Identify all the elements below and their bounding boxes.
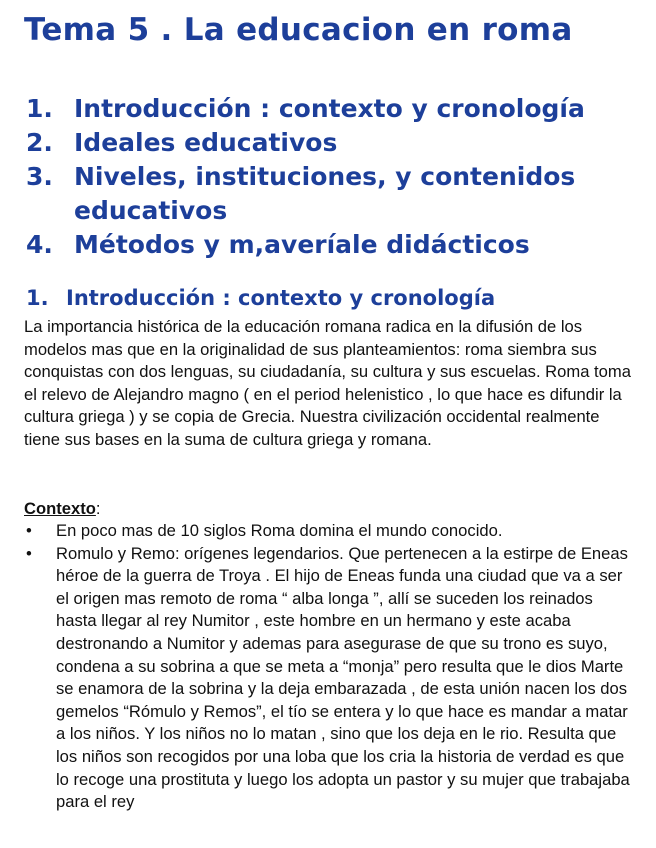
section-heading [26,286,495,310]
section-title: Introducción : contexto y cronología [66,286,496,310]
toc-item-number: 2. [26,128,53,157]
toc-item-number: 4. [26,230,53,259]
section-number: 1. [26,286,49,310]
toc-item-text: Métodos y m,averíale didácticos [74,230,530,259]
toc-item-text: Niveles, instituciones, y contenidos educativos [74,162,576,225]
list-item-text: Romulo y Remo: orígenes legendarios. Que pertenecen a la estirpe de Eneas héroe de la guerra de Troya . El hijo de Eneas funda una ciudad que va a ser el origen mas remoto de roma “ alba longa ”, allí se suceden los reinados hasta llegar al rey Numitor , este hombre en un hermano y este acaba destronando a Numitor y ademas para asegurase de que su trono es suyo, condena a su sobrina a que se meta a “monja” pero resulta que le dios Marte se enamora de la sobrina y la deja embarazada , de esta unión nacen los dos gemelos “Rómulo y Remos”, el tío se entera y lo que hace es mandar a matar a los niños. Y los niños no lo matan , sino que los deja en le rio. Resulta que los niños son recogidos por una loba que los cria la historia de verdad es que lo recoge una prostituta y luego los adopta un pastor y su mujer que trabajaba para el rey [56,543,630,812]
toc-item-text: Ideales educativos [74,128,338,157]
contexto-list [24,520,636,814]
list-item [24,543,636,814]
bullet-icon: • [26,521,32,540]
toc-item [26,228,636,262]
list-item-text: En poco mas de 10 siglos Roma domina el mundo conocido. [56,521,503,540]
bullet-icon: • [26,543,32,563]
toc-item-number: 3. [26,162,53,191]
toc-item-text: Introducción : contexto y cronología [74,94,585,123]
toc-item [26,126,636,160]
contexto-heading [24,498,101,521]
toc-item-number: 1. [26,94,53,123]
table-of-contents [26,92,636,262]
page-title: Tema 5 . La educacion en roma [24,12,573,48]
intro-paragraph: La importancia histórica de la educación romana radica en la difusión de los modelos mas que en la originalidad de sus planteamientos: roma siembra sus conquistas con dos lenguas, su ciudadanía, su cultura y sus escuelas. Roma toma el relevo de Alejandro magno ( en el period helenistico , lo que hace es difundir la cultura griega ) y se copia de Grecia. Nuestra civilización occidental realmente tiene sus bases en la suma de cultura griega y romana. [24,317,631,449]
contexto-label: Contexto [24,499,96,518]
toc-item [26,160,636,228]
toc-item [26,92,636,126]
contexto-colon: : [95,499,101,518]
list-item [24,520,636,543]
